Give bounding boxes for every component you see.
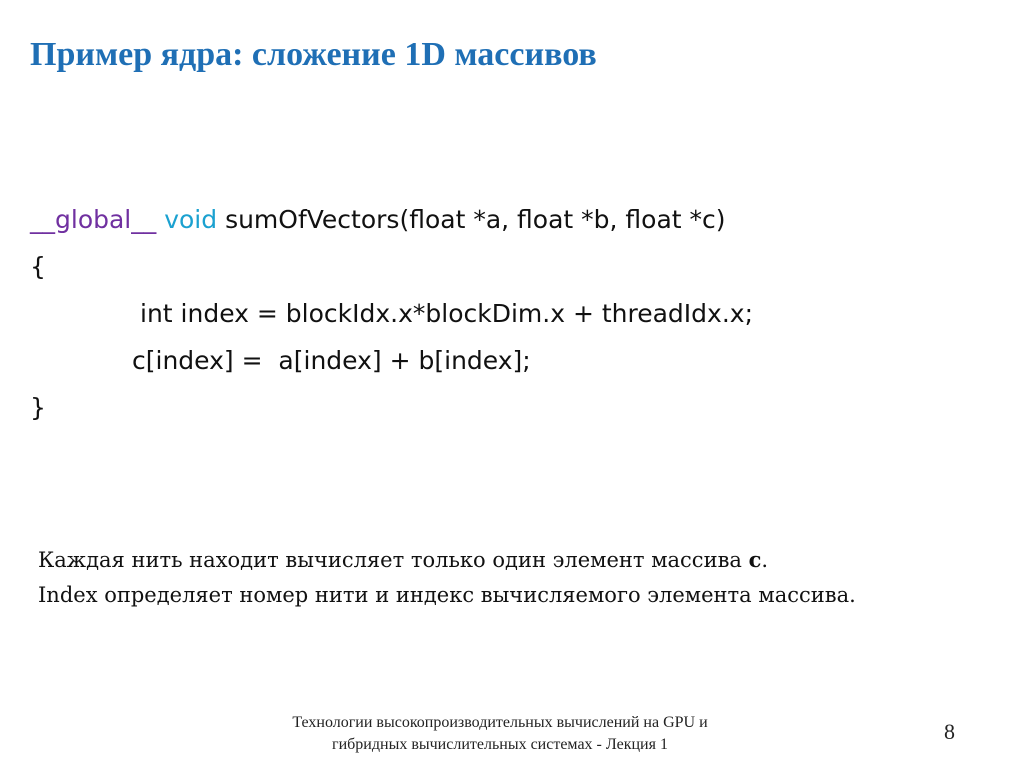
description-para-1-bold: c <box>748 547 762 572</box>
function-signature: sumOfVectors(float *a, float *b, float *c) <box>225 205 726 234</box>
footer <box>200 712 800 756</box>
slide-title: Пример ядра: сложение 1D массивов <box>30 36 597 73</box>
page-number: 8 <box>944 719 955 744</box>
code-line-open-brace: { <box>30 252 46 281</box>
keyword-global: __global__ <box>30 205 157 234</box>
code-line-signature <box>30 196 753 243</box>
description-para-1-end: . <box>761 548 769 572</box>
code-line-sum: c[index] = a[index] + b[index]; <box>132 346 531 375</box>
keyword-void: void <box>164 205 218 234</box>
description-para-2: Index определяет номер нити и индекс вычисляемого элемента массива. <box>38 583 856 607</box>
footer-line-2: гибридных вычислительных системах - Лекция 1 <box>332 736 668 753</box>
code-line-close-brace: } <box>30 393 46 422</box>
description-para-1 <box>38 544 930 576</box>
code-block <box>30 196 753 431</box>
footer-line-1: Технологии высокопроизводительных вычислений на GPU и <box>292 714 708 731</box>
description-para-1-text: Каждая нить находит вычисляет только один элемент массива <box>38 548 749 572</box>
description <box>38 544 930 615</box>
code-line-index: int index = blockIdx.x*blockDim.x + threadIdx.x; <box>140 299 754 328</box>
